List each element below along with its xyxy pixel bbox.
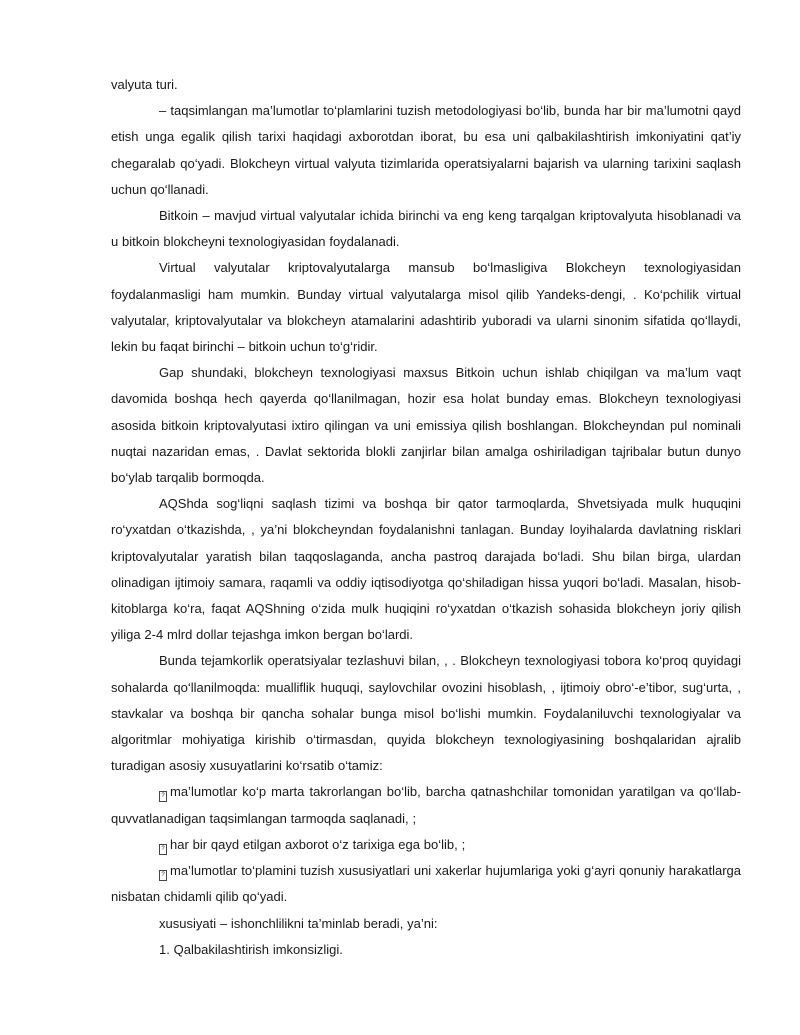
missing-glyph-icon: ? [159,870,167,881]
bullet-text: ma’lumotlar ko‘p marta takrorlangan bo‘lib, barcha qatnashchilar tomonidan yaratilgan va qo‘llab-quvvatlanadigan taqsimlangan tarmoqda saqlanadi, ; [111,784,741,826]
paragraph: Gap shundaki, blokcheyn texnologiyasi maxsus Bitkoin uchun ishlab chiqilgan va ma’lum vaqt davomida boshqa hech qayerda qo‘llanilmagan, hozir esa holat bunday emas. Blokcheyn texnologiyasi asosida bitkoin kriptovalyutasi ixtiro qilingan va uni emissiya qilish boshlangan. Blokcheyndan pul nominali nuqtai nazaridan emas, . Davlat sektorida blokli zanjirlar bilan amalga oshiriladigan tajribalar butun dunyo bo‘ylab tarqalib bormoqda. [111,365,741,486]
bullet-paragraph [111,858,741,910]
document-body [111,72,741,963]
paragraph: Bunda tejamkorlik operatsiyalar tezlashuvi bilan, , . Blokcheyn texnologiyasi tobora ko‘proq quyidagi sohalarda qo‘llanilmoqda: mualliflik huquqi, saylovchilar ovozini hisoblash, , ijtimoiy obro‘-e’tibor, sug‘urta, , stavkalar va boshqa bir qancha sohalar bunga misol bo‘lishi mumkin. Foydalaniluvchi texnologiyalar va algoritmlar mohiyatiga kirishib o‘tirmasdan, quyida blokcheyn texnologiyasining boshqalaridan ajralib turadigan asosiy xusuyatlarini ko‘rsatib o‘tamiz: [111,653,741,774]
numbered-item: 1. Qalbakilashtirish imkonsizligi. [159,941,343,957]
missing-glyph-icon: ? [159,844,167,855]
paragraph: AQShda sog‘liqni saqlash tizimi va boshqa bir qator tarmoqlarda, Shvetsiyada mulk huquqini ro‘yxatdan o‘tkazishda, , ya’ni blokcheyndan foydalanishni tanlagan. Bunday loyihalarda davlatning risklari kriptovalyutalar yaratish bilan taqqoslaganda, ancha pastroq darajada bo‘ladi. Shu bilan birga, ulardan olinadigan ijtimoiy samara, raqamli va oddiy iqtisodiyotga qo‘shiladigan hissa yuqori bo‘ladi. Masalan, hisob-kitoblarga ko‘ra, faqat AQShning o‘zida mulk huqiqini ro‘yxatdan o‘tkazish sohasida blokcheyn joriy qilish yiliga 2-4 mlrd dollar tejashga imkon bergan bo‘lardi. [111,496,741,643]
paragraph: – taqsimlangan ma’lumotlar to‘plamlarini tuzish metodologiyasi bo‘lib, bunda har bir ma’lumotni qayd etish unga egalik qilish tarixi haqidagi axborotdan iborat, bu esa uni qalbakilashtirish imkoniyatini qat’iy chegaralab qo‘yadi. Blokcheyn virtual valyuta tizimlarida operatsiyalarni bajarish va ularning tarixini saqlash uchun qo‘llanadi. [111,103,741,197]
paragraph: xususiyati – ishonchlilikni ta’minlab beradi, ya’ni: [159,915,438,931]
paragraph: Virtual valyutalar kriptovalyutalarga mansub bo‘lmasligiva Blokcheyn texnologiyasidan foydalanmasligi ham mumkin. Bunday virtual valyutalarga misol qilib Yandeks-dengi, . Ko‘pchilik virtual valyutalar, kriptovalyutalar va blokcheyn atamalarini adashtirib yuboradi va ularni sinonim sifatida qo‘llaydi, lekin bu faqat birinchi – bitkoin uchun to‘g‘ridir. [111,260,741,355]
bullet-paragraph [111,779,741,831]
paragraph: Bitkoin – mavjud virtual valyutalar ichida birinchi va eng keng tarqalgan kriptovalyuta hisoblanadi va u bitkoin blokcheyni texnologiyasidan foydalanadi. [111,208,741,250]
paragraph: valyuta turi. [111,77,178,92]
bullet-paragraph [111,832,741,858]
bullet-text: ma’lumotlar to‘plamini tuzish xususiyatlari uni xakerlar hujumlariga yoki g‘ayri qonuniy harakatlarga nisbatan chidamli qilib qo‘yadi. [111,863,741,905]
missing-glyph-icon: ? [159,791,167,802]
bullet-text: har bir qayd etilgan axborot o‘z tarixiga ega bo‘lib, ; [170,836,466,852]
